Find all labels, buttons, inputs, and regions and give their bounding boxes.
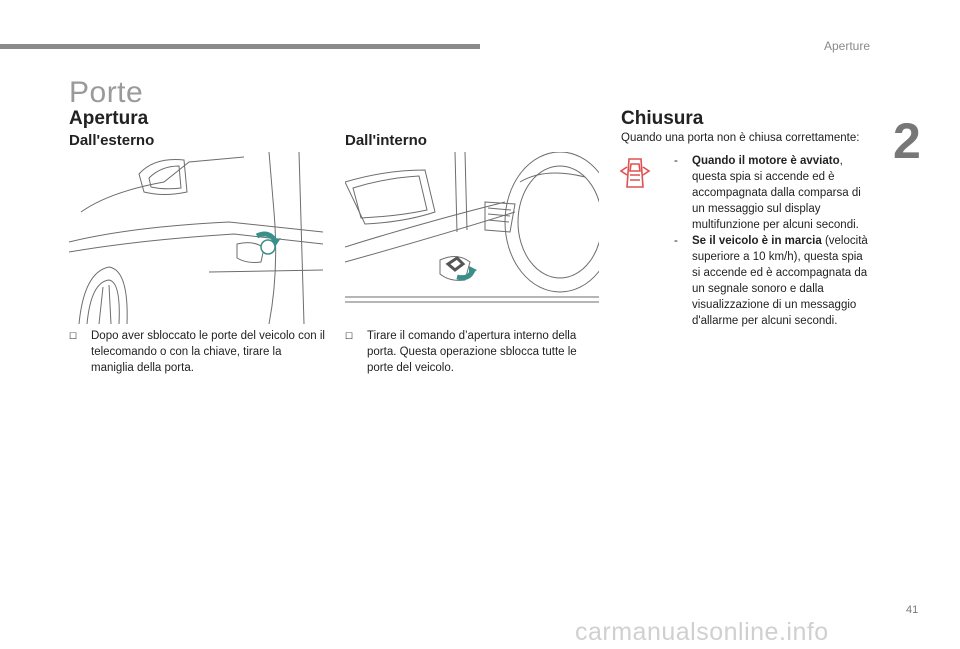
outside-instruction-item [69, 328, 327, 376]
watermark: carmanualsonline.info [575, 618, 829, 646]
inside-heading: Dall'interno [345, 132, 427, 149]
outside-instruction-text: Dopo aver sbloccato le porte del veicolo con il telecomando o con la chiave, tirare la maniglia della porta. [91, 330, 325, 374]
page-title: Porte [69, 76, 144, 109]
outside-heading: Dall'esterno [69, 132, 155, 149]
page-number: 41 [906, 604, 919, 616]
door-open-warning-icon [619, 155, 651, 191]
inside-door-handle-illustration [345, 152, 599, 324]
checkbox-bullet-icon: ☐ [69, 331, 78, 341]
warning-item-description: , questa spia si accende ed è accompagnata dalla comparsa di un messaggio sul display multifunzione per alcuni secondi. [692, 155, 861, 231]
chapter-number: 2 [893, 113, 921, 169]
checkbox-bullet-icon: ☐ [345, 331, 354, 341]
section-title: Aperture [824, 39, 871, 53]
warning-conditions-list [674, 153, 874, 329]
warning-item-engine-started: - Quando il motore è avviato, questa spia si accende ed è accompagnata dalla comparsa di un messaggio sul display multifunzione per alcuni secondi. [674, 155, 861, 231]
opening-heading: Apertura [69, 108, 149, 129]
warning-item-condition: Se il veicolo è in marcia [692, 235, 822, 247]
closing-intro: Quando una porta non è chiusa correttamente: [621, 132, 860, 144]
inside-instruction-item [345, 328, 597, 376]
outside-door-handle-illustration [69, 152, 323, 324]
warning-item-condition: Quando il motore è avviato [692, 155, 840, 167]
warning-item-vehicle-moving: - Se il veicolo è in marcia (velocità superiore a 10 km/h), questa spia si accende ed è accompagnata da un segnale sonoro e dalla visualizzazione di un messaggio d'allarme per alcuni secondi. [674, 235, 868, 327]
inside-instruction-text: Tirare il comando d’apertura interno della porta. Questa operazione sblocca tutte le porte del veicolo. [367, 330, 577, 374]
warning-item-description: (velocità superiore a 10 km/h), questa spia si accende ed è accompagnata da un segnale sonoro e dalla visualizzazione di un messaggio d'allarme per alcuni secondi. [692, 235, 868, 327]
closing-heading: Chiusura [621, 108, 704, 129]
header-rule [0, 44, 480, 49]
